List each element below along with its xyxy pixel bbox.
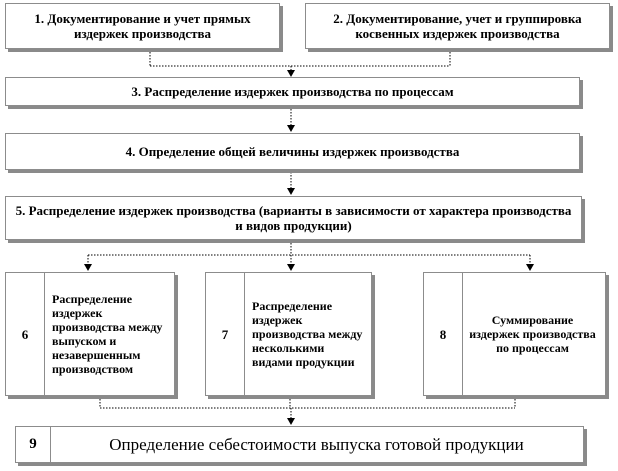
arrowhead-to-4 (287, 125, 295, 132)
step-6-box (5, 272, 175, 396)
step-9-box (15, 426, 584, 463)
step-4-label: 4. Определение общей величины издержек производства (125, 144, 460, 159)
step-5-box (5, 196, 582, 240)
arrowhead-to-6 (84, 264, 92, 271)
step-7-box (205, 272, 372, 396)
step-3-box (5, 77, 580, 106)
arrowhead-to-3 (287, 70, 295, 77)
step-9-number: 9 (16, 427, 51, 462)
step-1-label: 1. Документирование и учет прямых издержек производства (34, 11, 251, 41)
step-8-box (423, 272, 606, 396)
step-7-label: Распределение издержек производства между несколькими видами продукции (252, 299, 363, 369)
arrowhead-to-8 (526, 264, 534, 271)
step-6-number: 6 (6, 273, 45, 395)
arrowhead-to-5 (287, 188, 295, 195)
step-2-label: 2. Документирование, учет и группировка косвенных издержек производства (333, 11, 582, 41)
arrowhead-to-7 (287, 264, 295, 271)
step-6-label: Распределение издержек производства между выпуском и незавершенным производством (52, 292, 163, 376)
arrowhead-to-9 (287, 418, 295, 425)
step-4-box (5, 133, 580, 170)
step-7-number: 7 (206, 273, 245, 395)
step-2-box (305, 3, 610, 49)
step-3-label: 3. Распределение издержек производства по процессам (131, 84, 454, 99)
step-8-number: 8 (424, 273, 463, 395)
step-8-label: Суммирование издержек производства по процессам (469, 313, 596, 355)
step-5-label: 5. Распределение издержек производства (варианты в зависимости от характера производства и видов продукции) (15, 203, 572, 233)
step-1-box (5, 3, 280, 49)
step-9-label: Определение себестоимости выпуска готовой продукции (109, 435, 524, 454)
